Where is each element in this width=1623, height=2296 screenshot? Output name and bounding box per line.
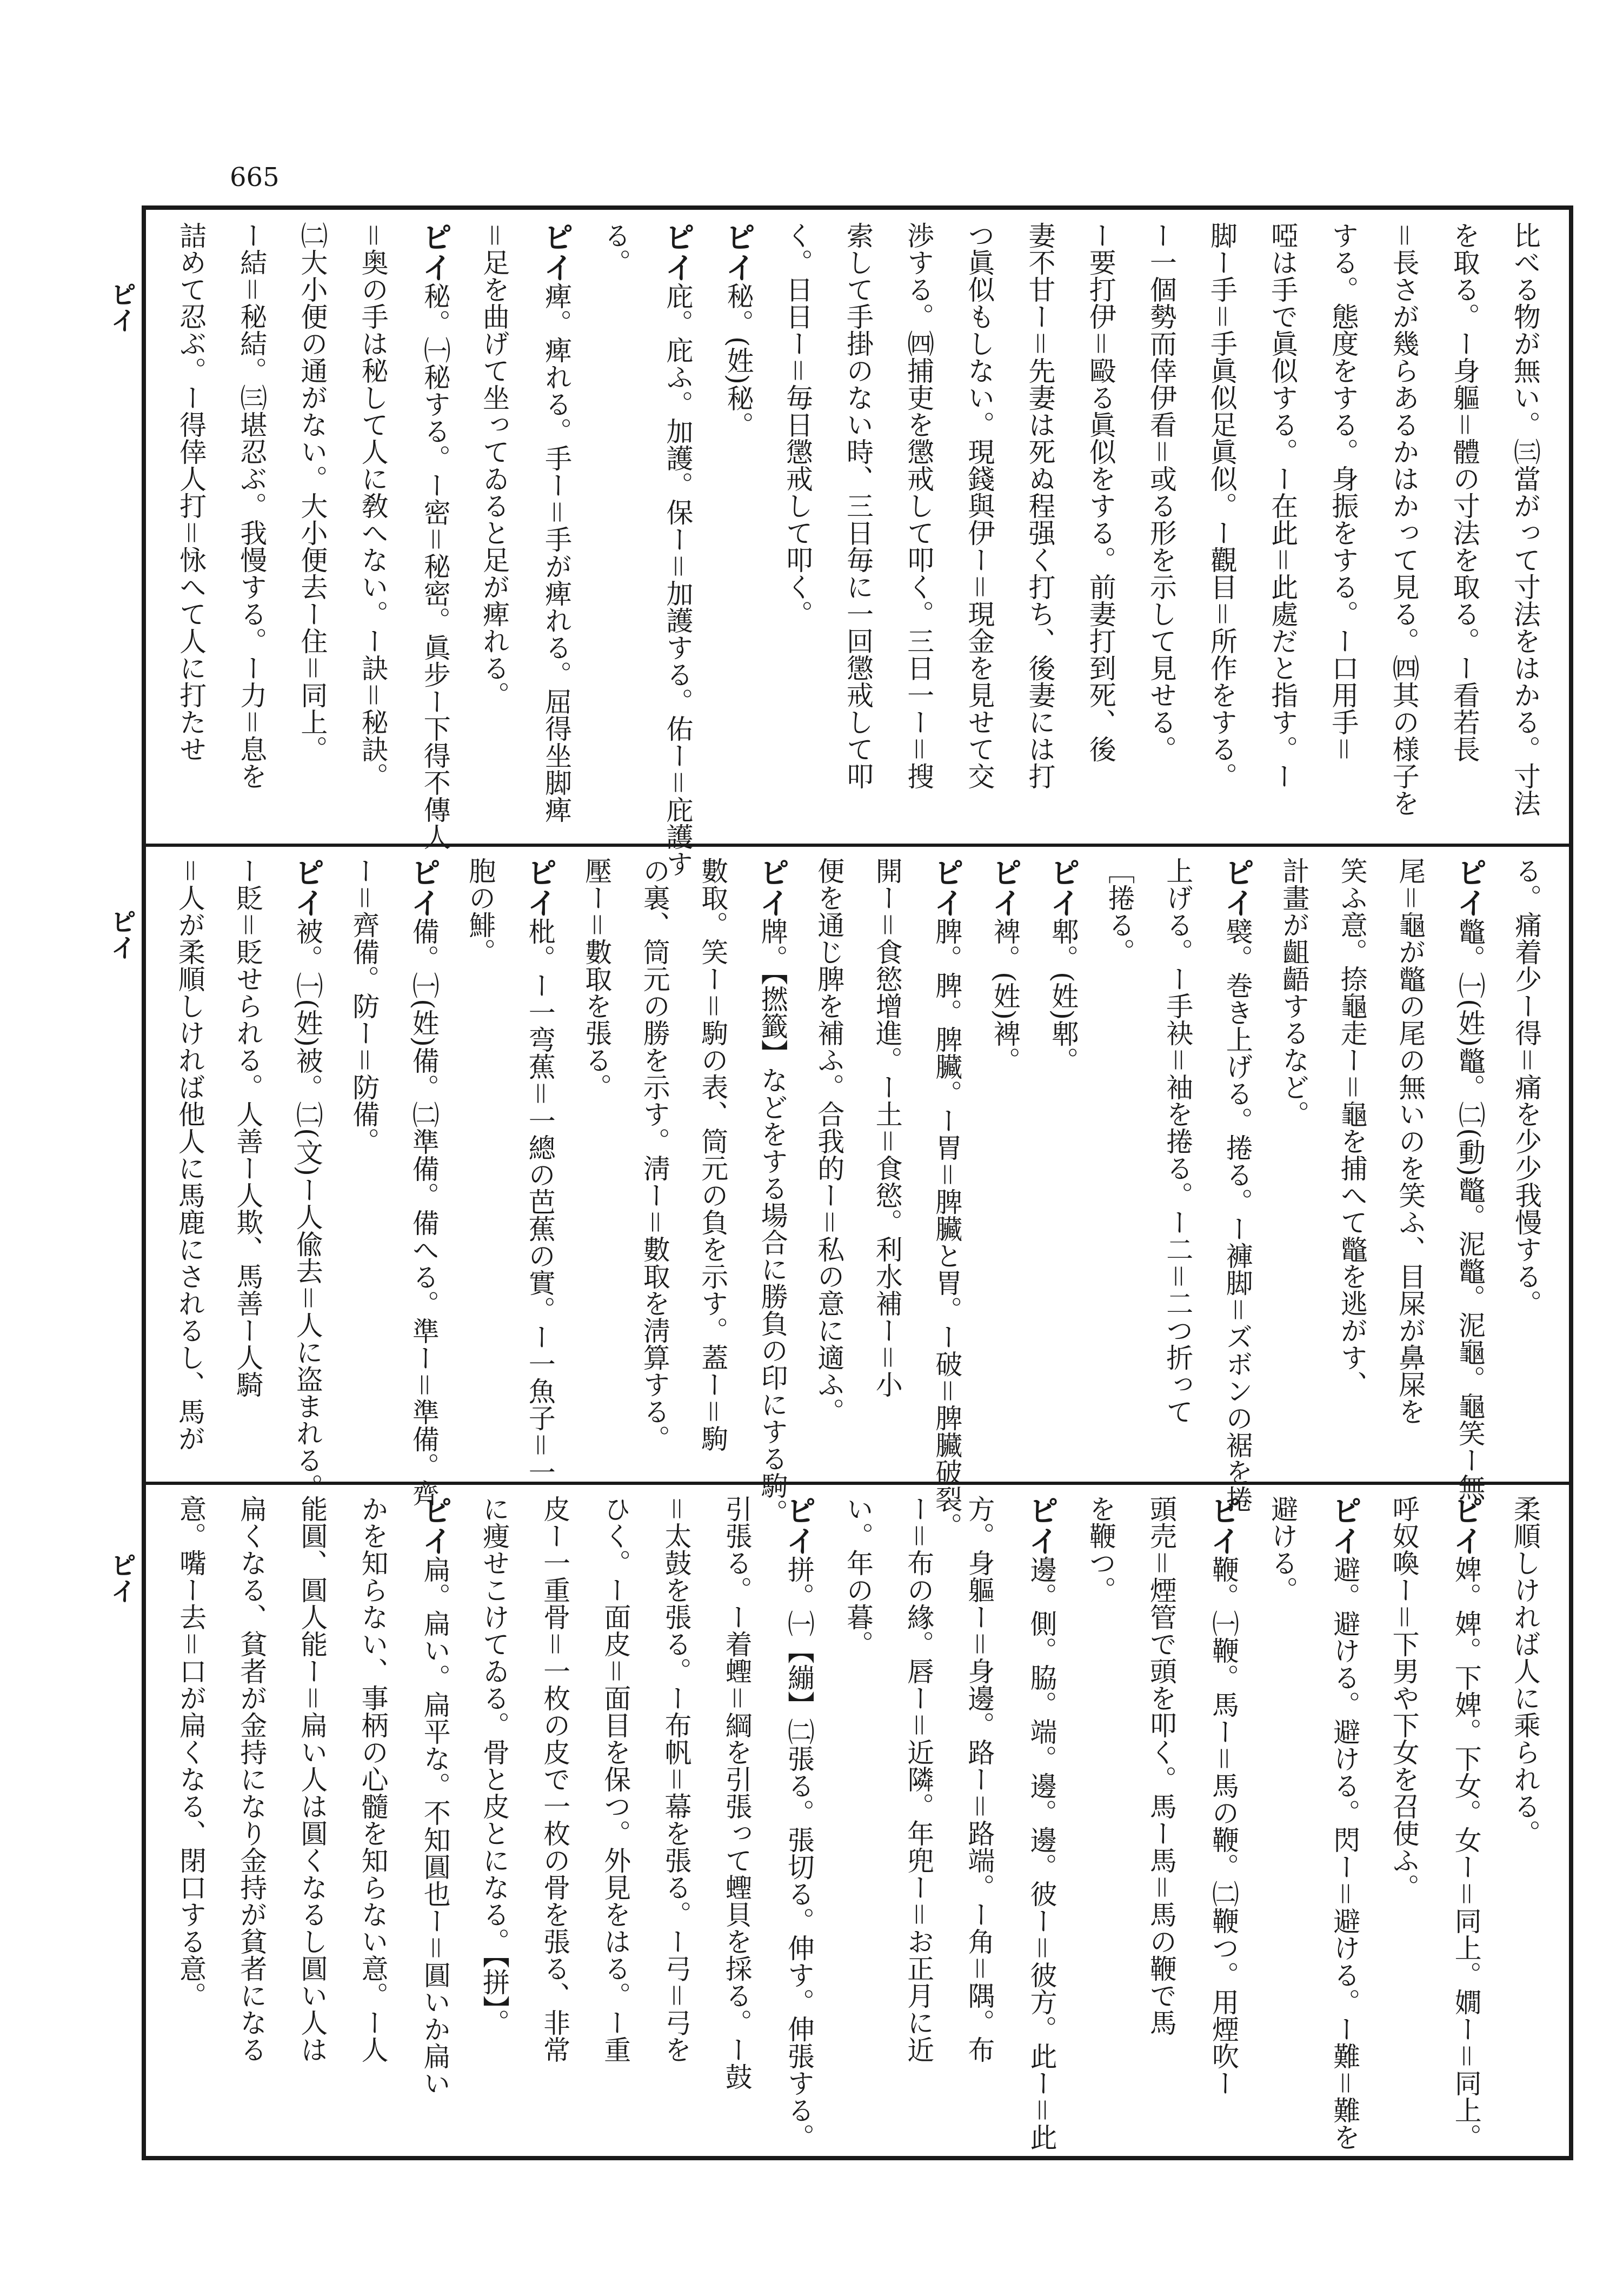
entry-column — [1448, 222, 1480, 830]
entry-text: ＝長さが幾らあるかはかって見る。㈣其の様子を — [1388, 222, 1420, 817]
entry-column — [903, 1495, 935, 2141]
entry-text: 胞の鯡。 — [464, 857, 496, 965]
entry-text: 能圓、圓人能ー＝扁い人は圓くなるし圓い人は — [296, 1495, 328, 2063]
entry-column — [175, 1495, 207, 2141]
entry-column — [478, 222, 510, 830]
entry-headword: ピイ — [538, 222, 575, 282]
section-lower — [162, 1495, 1557, 2151]
entry-text: ＝太鼓を張る。ー布帆＝幕を張る。ー弓＝弓を — [660, 1495, 692, 2063]
entry-text: く。日日ー＝毎日懲戒して叩く。 — [781, 222, 813, 627]
entry-column — [660, 222, 696, 877]
entry-column — [236, 222, 268, 830]
entry-headword: ピイ — [929, 857, 965, 918]
entry-column — [987, 857, 1023, 1468]
entry-text: を取る。ー身軀＝體の寸法を取る。ー看若長 — [1448, 222, 1480, 762]
entry-column — [781, 1495, 817, 2151]
entry-column — [348, 857, 380, 1468]
entry-text: を鞭つ。 — [1085, 1495, 1116, 1603]
entry-column — [1396, 857, 1424, 1468]
entry-column — [1145, 222, 1177, 830]
entry-text: かを知らない、事柄の心髓を知らない意。ー人 — [357, 1495, 389, 2063]
entry-headword: ピイ — [1327, 1495, 1363, 1556]
entry-text: 邊。側。脇。端。邊。邊。彼ー＝彼方。此ー＝此 — [1026, 1556, 1057, 2151]
entry-column — [1513, 857, 1540, 1468]
entry-column — [1045, 857, 1081, 1468]
entry-column — [754, 857, 790, 1526]
entry-text: 枇。ー一弯蕉＝一總の芭蕉の實。ー一魚子＝一 — [524, 918, 556, 1485]
entry-text: 脾。脾。脾臟。ー胃＝脾臟と胃。ー破＝脾臟破裂。 — [931, 918, 963, 1539]
entry-text: 備。㈠(姓)備。㈡準備。備へる。準ー＝準備。齊 — [408, 918, 440, 1507]
entry-column — [602, 222, 629, 830]
entry-text: 裨。(姓)裨。 — [989, 918, 1021, 1074]
entry-column — [903, 222, 935, 830]
entry-column — [1206, 222, 1238, 830]
entry-headword: ピイ — [1219, 857, 1255, 918]
entry-text: 被。㈠(姓)被。㈡(文)ー人偸去＝人に盗まれる。 — [291, 918, 323, 1501]
entry-text: 方。身軀ー＝身邊。路ー＝路端。ー角＝隅。布 — [963, 1495, 995, 2063]
entry-column — [1336, 857, 1368, 1468]
entry-column — [844, 222, 872, 830]
entry-column — [720, 222, 756, 830]
entry-text: ー一個勢而倖伊看＝或る形を示して見せる。 — [1145, 222, 1177, 762]
entry-column — [871, 857, 903, 1468]
entry-text: ー＝布の緣。唇ー＝近隣。年兜ー＝お正月に近 — [903, 1495, 935, 2063]
entry-column — [1509, 222, 1541, 830]
entry-column — [1388, 1495, 1420, 2141]
entry-text: ㈡大小便の通がない。大小便去ー住＝同上。 — [296, 222, 328, 762]
entry-text: 詰めて忍ぶ。ー得倖人打＝怺へて人に打たせ — [175, 222, 207, 762]
entry-text: する。態度をする。身振をする。ー口用手＝ — [1327, 222, 1359, 762]
entry-text: 秘。(姓)秘。 — [722, 282, 754, 439]
entry-headword: ピイ — [1452, 857, 1488, 918]
entry-text: 引張る。ー着蟶＝綱を引張って蟶貝を採る。ー鼓 — [721, 1495, 753, 2090]
entry-column — [538, 222, 575, 830]
entry-column — [478, 1495, 510, 2141]
section-divider — [142, 1482, 1573, 1485]
entry-headword: ピイ — [1023, 1495, 1060, 1556]
entry-column — [405, 857, 442, 1507]
entry-column — [1278, 857, 1310, 1468]
entry-text: ー要打伊＝毆る眞似をする。前妻打到死、後 — [1085, 222, 1116, 762]
entry-column — [1327, 222, 1359, 830]
entry-text: る。 — [600, 222, 631, 276]
entry-headword: ピイ — [1206, 1495, 1242, 1556]
entry-text: 呼奴喚ー＝下男や下女を召使ふ。 — [1388, 1495, 1420, 1901]
entry-column — [175, 222, 207, 830]
section-upper — [162, 222, 1557, 877]
margin-head: ピイ — [106, 281, 136, 333]
entry-text: 襞。巻き上げる。捲る。ー褲脚＝ズボンの裾を捲 — [1221, 918, 1253, 1512]
entry-column — [539, 1495, 571, 2141]
entry-column — [1162, 857, 1194, 1468]
entry-column — [1267, 1495, 1299, 2141]
entry-column — [232, 857, 264, 1468]
entry-column — [1087, 1495, 1114, 2141]
entry-column — [721, 1495, 753, 2141]
entry-column — [1023, 1495, 1060, 2151]
entry-text: 笑ふ意。捺龜走ー＝龜を捕へて鼈を逃がす、 — [1336, 857, 1368, 1398]
entry-text: 郫。(姓)郫。 — [1047, 918, 1079, 1074]
entry-text: 脚ー手＝手眞似足眞似。ー觀目＝所作をする。 — [1206, 222, 1238, 789]
entry-column — [1024, 222, 1056, 830]
page-number: 665 — [230, 162, 280, 193]
entry-text: 避。避ける。避ける。閃ー＝避ける。ー難＝難を — [1329, 1556, 1361, 2151]
entry-text: に痩せこけてゐる。骨と皮とになる。【拼】。 — [478, 1495, 510, 2036]
entry-column — [813, 857, 845, 1468]
entry-text: 拼。㈠【繃】㈡張る。張切る。伸す。伸張する。 — [783, 1556, 815, 2151]
entry-text: 牌。【撚籤】などをする場合に勝負の印にする駒。 — [756, 918, 788, 1526]
entry-text: ー貶＝貶せられる。人善ー人欺、馬善ー人騎 — [232, 857, 264, 1398]
entry-text: 扁くなる、貧者が金持になり金持が貧者になる — [236, 1495, 268, 2063]
entry-text: ー結＝秘結。㈢堪忍ぶ。我慢する。ー力＝息を — [236, 222, 268, 789]
entry-column — [781, 222, 813, 830]
entry-column — [236, 1495, 268, 2141]
entry-column — [357, 222, 389, 830]
entry-column — [697, 857, 729, 1468]
entry-text: の裏、筒元の勝を示す。淸ー＝數取を淸算する。 — [638, 857, 670, 1452]
entry-text: 意。嘴ー去＝口が扁くなる、閉口する意。 — [175, 1495, 207, 2009]
entry-text: 開ー＝食慾增進。ー土＝食慾。利水補ー＝小 — [871, 857, 903, 1398]
section-divider — [142, 844, 1573, 847]
section-middle — [162, 857, 1557, 1539]
entry-text: る。痛着少ー得＝痛を少少我慢する。 — [1511, 857, 1542, 1317]
entry-headword: ピイ — [754, 857, 790, 918]
entry-column — [296, 222, 328, 830]
entry-column — [296, 1495, 328, 2141]
entry-text: 妻不甘ー＝先妻は死ぬ程强く打ち、後妻には打 — [1024, 222, 1056, 789]
entry-text: 便を通じ脾を補ふ。合我的ー＝私の意に適ふ。 — [813, 857, 845, 1425]
entry-headword: ピイ — [987, 857, 1023, 918]
entry-text: ＝足を曲げて坐ってゐると足が痺れる。 — [478, 222, 510, 708]
entry-column — [522, 857, 558, 1485]
entry-column — [929, 857, 965, 1539]
entry-column — [176, 857, 203, 1468]
entry-headword: ピイ — [417, 1495, 453, 1556]
entry-column — [1087, 222, 1114, 830]
entry-headword: ピイ — [781, 1495, 817, 1556]
entry-text: 比べる物が無い。㈢當がって寸法をはかる。寸法 — [1509, 222, 1541, 817]
entry-text: 壓ー＝數取を張る。 — [581, 857, 613, 1100]
entry-text: 避ける。 — [1267, 1495, 1299, 1603]
entry-column — [357, 1495, 389, 2141]
entry-text: 婢。婢。下婢。下女。女ー＝同上。嫺ー＝同上。 — [1450, 1556, 1482, 2151]
entry-column — [1267, 222, 1299, 830]
entry-column — [581, 857, 613, 1468]
entry-headword: ピイ — [417, 222, 453, 282]
entry-column — [1388, 222, 1420, 830]
entry-text: い。年の暮。 — [842, 1495, 874, 1657]
entry-text: ひく。ー面皮＝面目を保つ。外見をはる。ー重 — [600, 1495, 631, 2063]
entry-text: 渉する。㈣捕吏を懲戒して叩く。三日一ー＝搜 — [903, 222, 935, 789]
entry-column — [963, 222, 995, 830]
entry-column — [289, 857, 325, 1501]
entry-headword: ピイ — [720, 222, 756, 282]
entry-text: ［捲る。 — [1103, 857, 1135, 965]
entry-column — [1509, 1495, 1541, 2141]
entry-text: 痺。痺れる。手ー＝手が痺れる。屈得坐脚痺 — [541, 282, 573, 823]
entry-headword: ピイ — [405, 857, 442, 918]
entry-column — [638, 857, 670, 1468]
entry-text: 頭売＝煙管で頭を叩く。馬ー馬＝馬の鞭で馬 — [1145, 1495, 1177, 2036]
entry-column — [602, 1495, 629, 2141]
entry-column — [660, 1495, 692, 2141]
margin-head: ピイ — [106, 908, 136, 960]
entry-text: ー＝齊備。防ー＝防備。 — [348, 857, 380, 1154]
entry-text: 尾＝龜が鼈の尾の無いのを笑ふ、目屎が鼻屎を — [1394, 857, 1426, 1425]
entry-text: 柔順しければ人に乘られる。 — [1509, 1495, 1541, 1847]
entry-text: 上げる。ー手袂＝袖を捲る。ー二＝二つ折って — [1162, 857, 1194, 1425]
entry-headword: ピイ — [289, 857, 325, 918]
entry-column — [1327, 1495, 1363, 2151]
entry-headword: ピイ — [1448, 1495, 1484, 1556]
entry-column — [1452, 857, 1488, 1501]
entry-column — [1219, 857, 1255, 1512]
entry-text: 數取。笑ー＝駒の表、筒元の負を示す。蓋ー＝駒 — [697, 857, 729, 1452]
entry-column — [1206, 1495, 1242, 2141]
entry-column — [1448, 1495, 1484, 2151]
entry-text: つ眞似もしない。現錢與伊ー＝現金を見せて交 — [963, 222, 995, 789]
entry-column — [464, 857, 496, 1468]
entry-text: 計畫が齟齬するなど。 — [1278, 857, 1310, 1127]
entry-text: 皮ー一重骨＝一枚の皮で一枚の骨を張る、非常 — [539, 1495, 571, 2063]
entry-text: 啞は手で眞似する。ー在此＝此處だと指す。ー — [1267, 222, 1299, 789]
entry-text: 扁。扁い。扁平な。不知圓也ー＝圓いか扁い — [419, 1556, 451, 2096]
entry-text: 秘。㈠秘する。ー密＝秘密。眞步ー下得不傳人 — [419, 282, 451, 850]
entry-column — [1103, 857, 1135, 1468]
entry-column — [417, 1495, 453, 2141]
entry-text: ＝人が柔順しければ他人に馬鹿にされるし、馬が — [174, 857, 205, 1452]
entry-headword: ピイ — [1045, 857, 1081, 918]
entry-column — [1145, 1495, 1177, 2141]
entry-column — [963, 1495, 995, 2141]
entry-column — [844, 1495, 872, 2141]
entry-text: 索して手掛のない時、三日毎に一回懲戒して叩 — [842, 222, 874, 789]
entry-headword: ピイ — [660, 222, 696, 282]
entry-column — [417, 222, 453, 850]
margin-head: ピイ — [106, 1552, 136, 1604]
entry-text: ＝奥の手は秘して人に敎へない。ー訣＝秘訣。 — [357, 222, 389, 789]
entry-text: 鞭。㈠鞭。馬ー＝馬の鞭。㈡鞭つ。用煙吹ー — [1208, 1556, 1240, 2096]
entry-headword: ピイ — [522, 857, 558, 918]
entry-text: 庇。庇ふ。加護。保ー＝加護する。佑ー＝庇護す — [662, 282, 694, 877]
entry-text: 鼈。㈠(姓)鼈。㈡(動)鼈。泥鼈。泥龜。龜笑ー無 — [1454, 918, 1486, 1501]
